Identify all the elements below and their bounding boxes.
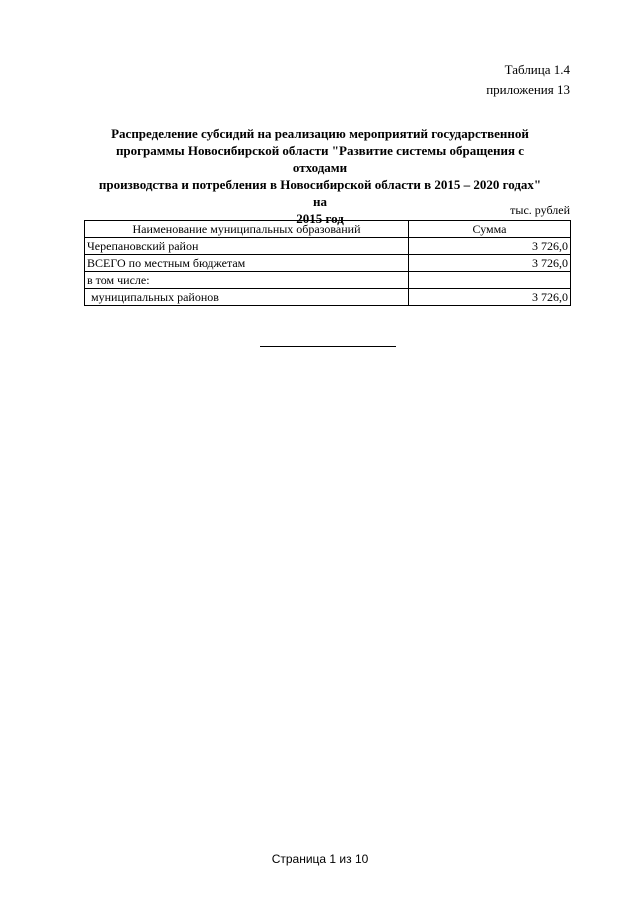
table-row [85,238,571,255]
title-line-2: программы Новосибирской области "Развитие системы обращения с отходами [115,143,525,175]
title-line-3: производства и потребления в Новосибирской области в 2015 – 2020 годах" на [98,177,542,209]
table-reference [486,60,570,100]
table-label: Таблица 1.4 [504,62,570,77]
row-sum: 3 726,0 [409,289,571,306]
row-name: ВСЕГО по местным бюджетам [85,255,409,272]
page-indicator: Страница 1 из 10 [271,852,369,866]
row-name: Черепановский район [85,238,409,255]
table-row-districts [85,289,571,306]
table-row-total [85,255,571,272]
row-name: в том числе: [85,272,409,289]
row-sum: 3 726,0 [409,255,571,272]
table-row-subheading [85,272,571,289]
table-header-row [85,221,571,238]
column-header-sum: Сумма [409,221,571,238]
row-sum [409,272,571,289]
closing-rule [260,346,396,347]
row-sum: 3 726,0 [409,238,571,255]
title-line-1: Распределение субсидий на реализацию мероприятий государственной [111,126,529,141]
title-line-4: 2015 год [296,211,344,226]
appendix-label: приложения 13 [486,82,570,97]
subsidies-table [84,220,571,306]
column-header-name: Наименование муниципальных образований [85,221,409,238]
row-name: муниципальных районов [85,289,409,306]
document-title [95,125,545,227]
units-label: тыс. рублей [510,203,570,217]
